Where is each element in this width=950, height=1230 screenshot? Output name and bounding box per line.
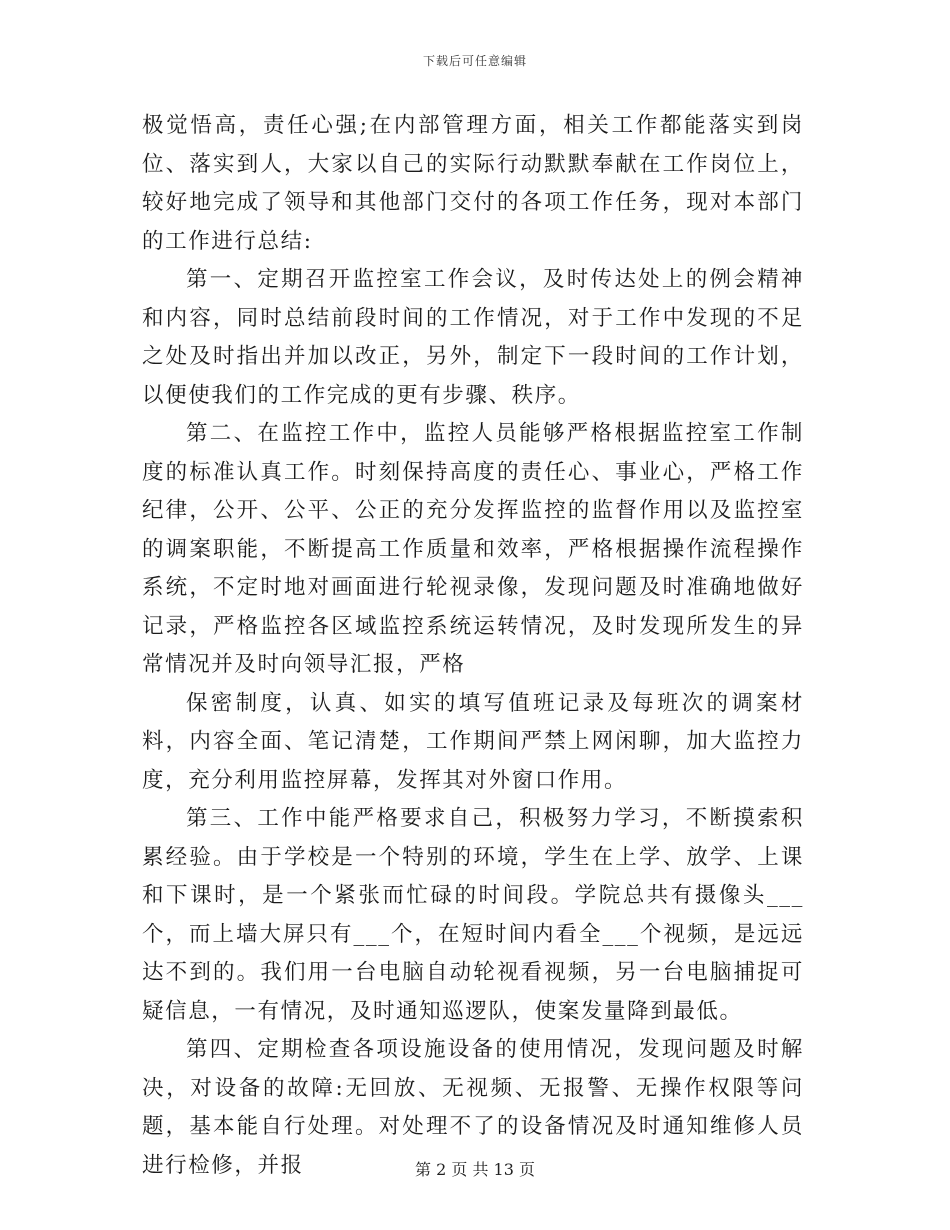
page-number-footer: 第 2 页 共 13 页 (415, 1160, 535, 1179)
paragraph-second-item: 第二、在监控工作中，监控人员能够严格根据监控室工作制度的标准认真工作。时刻保持高度的责任心、事业心，严格工作纪律，公开、公平、公正的充分发挥监控的监督作用以及监控室的调案职能，不断提高工作质量和效率，严格根据操作流程操作系统，不定时地对画面进行轮视录像，发现问题及时准确地做好记录，严格监控各区域监控系统运转情况，及时发现所发生的异常情况并及时向领导汇报，严格 (142, 421, 804, 677)
paragraph-third-item: 第三、工作中能严格要求自己，积极努力学习，不断摸索积累经验。由于学校是一个特别的环境，学生在上学、放学、上课和下课时，是一个紧张而忙碌的时间段。学院总共有摄像头___个，而上墙大屏只有___个，在短时间内看全___个视频，是远远达不到的。我们用一台电脑自动轮视看视频，另一台电脑捕捉可疑信息，一有情况，及时通知巡逻队，使案发量降到最低。 (142, 806, 804, 1024)
paragraph-first-item: 第一、定期召开监控室工作会议，及时传达处上的例会精神和内容，同时总结前段时间的工作情况，对于工作中发现的不足之处及时指出并加以改正，另外，制定下一段时间的工作计划，以便使我们的工作完成的更有步骤、秩序。 (142, 267, 804, 408)
paragraph-intro-continuation: 极觉悟高，责任心强;在内部管理方面，相关工作都能落实到岗位、落实到人，大家以自己的实际行动默默奉献在工作岗位上，较好地完成了领导和其他部门交付的各项工作任务，现对本部门的工作进行总结: (142, 113, 804, 254)
page-header: 下载后可任意编辑 (422, 54, 527, 68)
document-body (142, 107, 804, 1185)
paragraph-fourth-item: 第四、定期检查各项设施设备的使用情况，发现问题及时解决，对设备的故障:无回放、无视频、无报警、无操作权限等问题，基本能自行处理。对处理不了的设备情况及时通知维修人员进行检修，并报 (142, 1037, 804, 1178)
paragraph-confidentiality: 保密制度，认真、如实的填写值班记录及每班次的调案材料，内容全面、笔记清楚，工作期间严禁上网闲聊，加大监控力度，充分利用监控屏幕，发挥其对外窗口作用。 (142, 690, 804, 793)
